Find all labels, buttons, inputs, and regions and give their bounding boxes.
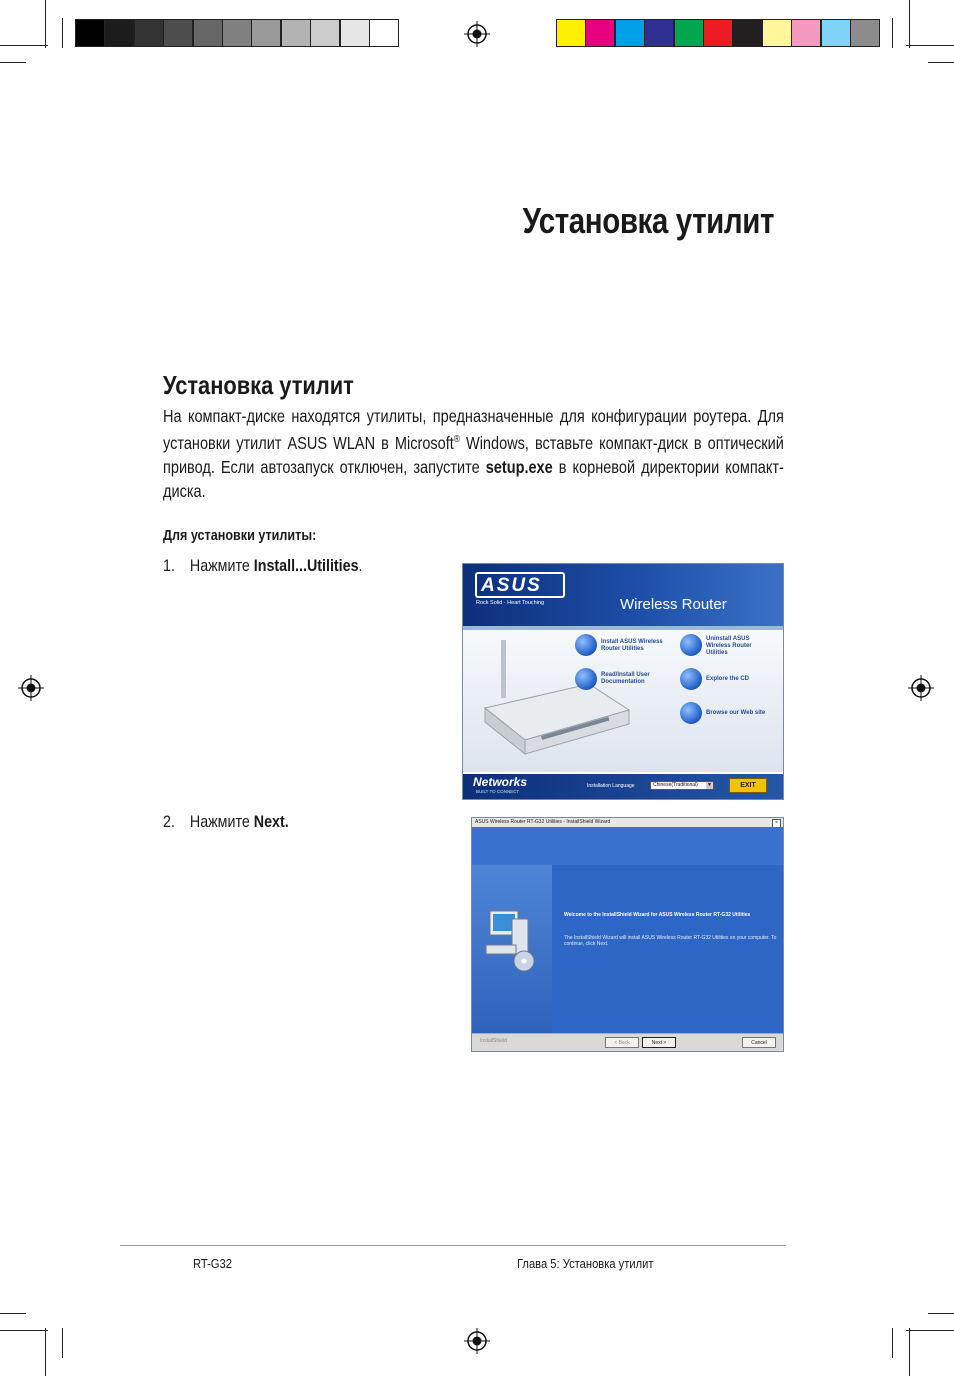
crop-mark: [906, 45, 954, 46]
autorun-banner: [463, 564, 783, 626]
crop-mark: [62, 18, 63, 48]
section-title: Установка утилит: [163, 370, 354, 400]
registered-mark: ®: [453, 434, 460, 445]
crop-mark: [906, 1330, 954, 1331]
install-subheading: Для установки утилиты:: [163, 527, 317, 544]
color-swatch: [703, 19, 733, 47]
color-swatch: [556, 19, 586, 47]
computer-install-icon: [482, 905, 542, 975]
color-swatch: [75, 19, 105, 47]
menu-documentation[interactable]: Read/Install User Documentation: [601, 672, 650, 685]
step-1: [163, 556, 363, 576]
color-swatch: [850, 19, 880, 47]
crop-mark: [0, 45, 48, 46]
crop-mark: [928, 1313, 954, 1314]
autorun-bottom-bar: [463, 772, 783, 800]
color-swatch: [222, 19, 252, 47]
asus-autorun-screenshot: [462, 563, 784, 800]
footer-model: RT-G32: [193, 1256, 232, 1271]
crop-mark: [892, 1328, 893, 1358]
step-number: 1.: [163, 556, 175, 575]
menu-web-site[interactable]: Browse our Web site: [706, 710, 766, 716]
wizard-description: The InstallShield Wizard will install ASUS Wireless Router RT-G32 Utilities on your computer. To continue, click Next.: [564, 935, 777, 947]
installshield-brand: InstallShield: [480, 1038, 507, 1044]
footer-rule: [120, 1245, 786, 1246]
color-swatch: [762, 19, 792, 47]
footer-chapter: Глава 5: Установка утилит: [517, 1256, 654, 1271]
asus-logo: ASUS: [481, 575, 542, 596]
color-swatch: [193, 19, 223, 47]
language-label: Installation Language: [587, 783, 635, 789]
color-swatch: [674, 19, 704, 47]
step-text: Нажмите: [189, 556, 254, 575]
color-swatch: [585, 19, 615, 47]
uninstall-disc-icon[interactable]: [680, 634, 702, 656]
crop-mark: [0, 1313, 26, 1314]
web-url-icon[interactable]: [680, 702, 702, 724]
language-value: Chinese(Traditional): [653, 782, 698, 788]
exit-button[interactable]: EXIT: [729, 778, 767, 793]
intro-text: На компакт-диске находятся утилиты, предназначенные для конфигурации роутера. Для установки утилит ASUS WLAN в Microsoft: [163, 406, 784, 453]
chevron-down-icon: ▼: [707, 782, 712, 788]
color-swatch: [644, 19, 674, 47]
next-button[interactable]: Next >: [642, 1037, 676, 1048]
intro-paragraph: [163, 404, 784, 503]
installshield-wizard-screenshot: [471, 817, 784, 1052]
back-button[interactable]: < Back: [605, 1037, 639, 1048]
registration-mark-icon: [464, 1328, 490, 1354]
asus-tagline: Rock Solid · Heart Touching: [476, 600, 545, 606]
step-command: Next.: [253, 812, 289, 831]
color-swatch: [163, 19, 193, 47]
autorun-body: [463, 630, 783, 772]
networks-tagline: BUILT TO CONNECT: [476, 789, 520, 794]
step-text: Нажмите: [189, 812, 254, 831]
crop-mark: [928, 62, 954, 63]
wizard-content: [552, 865, 783, 1033]
menu-uninstall-utilities[interactable]: Uninstall ASUS Wireless Router Utilities: [706, 636, 752, 656]
crop-mark: [45, 1328, 46, 1376]
menu-install-utilities[interactable]: Install ASUS Wireless Router Utilities: [601, 639, 663, 652]
close-icon[interactable]: ×: [772, 819, 781, 828]
color-swatch: [134, 19, 164, 47]
step-end: .: [358, 556, 363, 575]
color-swatch: [732, 19, 762, 47]
product-title: Wireless Router: [620, 596, 727, 613]
color-swatch: [615, 19, 645, 47]
crop-mark: [909, 1328, 910, 1376]
install-disc-icon[interactable]: [575, 634, 597, 656]
intro-text: Windows, вставьте компакт-диск в оптический привод. Если автозапуск отключен, запустите: [163, 432, 784, 477]
wizard-side-panel: [472, 865, 552, 1033]
intro-text: в корневой директории компакт-диска.: [163, 456, 784, 501]
crop-mark: [909, 0, 910, 48]
documentation-folder-icon[interactable]: [575, 668, 597, 690]
crop-mark: [62, 1328, 63, 1358]
router-image-icon: [481, 636, 631, 762]
chapter-title: Установка утилит: [522, 200, 774, 241]
color-swatch: [791, 19, 821, 47]
language-select[interactable]: [650, 781, 714, 790]
crop-mark: [45, 0, 46, 48]
color-swatch: [281, 19, 311, 47]
wizard-title: ASUS Wireless Router RT-G32 Utilities - InstallShield Wizard: [475, 819, 611, 825]
wizard-welcome-heading: Welcome to the InstallShield Wizard for ASUS Wireless Router RT-G32 Utilities: [564, 912, 751, 918]
networks-logo: Networks: [473, 775, 528, 789]
color-swatch: [340, 19, 370, 47]
color-swatch: [369, 19, 399, 47]
registration-mark-icon: [18, 675, 44, 701]
color-swatch: [251, 19, 281, 47]
color-swatch: [104, 19, 134, 47]
wizard-header: [472, 827, 783, 865]
asus-logo-frame: [475, 572, 565, 598]
color-swatch: [310, 19, 340, 47]
explore-magnifier-icon[interactable]: [680, 668, 702, 690]
color-swatch: [821, 19, 851, 47]
step-command: Install...Utilities: [253, 556, 359, 575]
cancel-button[interactable]: Cancel: [742, 1037, 776, 1048]
registration-mark-icon: [464, 21, 490, 47]
wizard-button-bar: [472, 1033, 783, 1052]
wizard-titlebar: [472, 818, 783, 827]
crop-mark: [0, 1330, 48, 1331]
step-number: 2.: [163, 812, 175, 831]
setup-exe-filename: setup.exe: [485, 456, 553, 477]
step-2: [163, 812, 289, 832]
registration-mark-icon: [908, 675, 934, 701]
menu-explore-cd[interactable]: Explore the CD: [706, 676, 750, 682]
crop-mark: [892, 18, 893, 48]
crop-mark: [0, 62, 26, 63]
